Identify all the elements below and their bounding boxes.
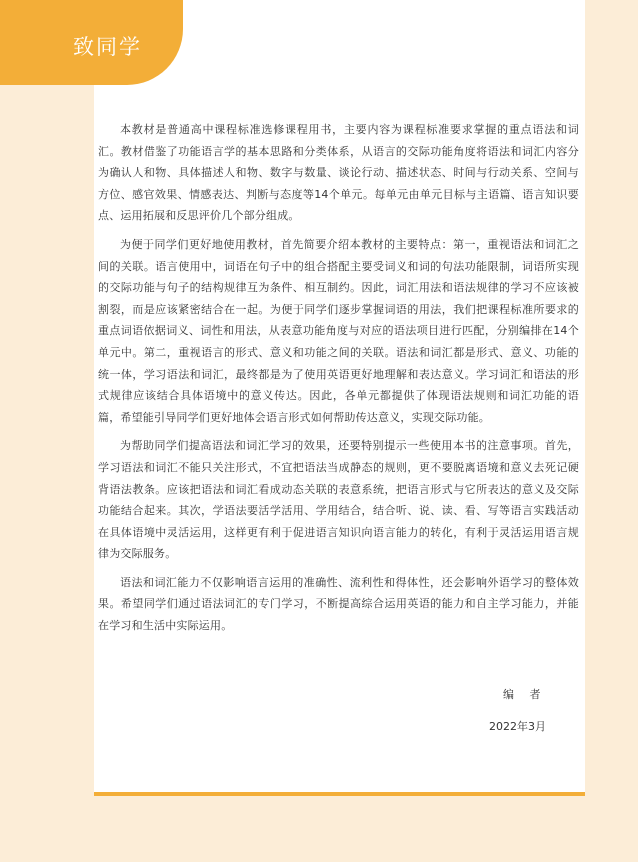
paragraph: 为便于同学们更好地使用教材，首先简要介绍本教材的主要特点：第一，重视语法和词汇之间的关联。语言使用中，词语在句子中的组合搭配主要受词义和词的句法功能限制，词语所实现的交际功能与句子的结构规律互为条件、相互制约。因此，词汇用法和语法规律的学习不应该被割裂，而是应该紧密结合在一起。为便于同学们逐步掌握词语的用法，我们把课程标准所要求的重点词语依据词义、词性和用法，从表意功能角度与对应的语法项目进行匹配，分别编排在14个单元中。第二，重视语言的形式、意义和功能之间的关联。语法和词汇都是形式、意义、功能的统一体，学习语法和词汇，最终都是为了使用英语更好地理解和表达意义。学习词汇和语法的形式规律应该结合具体语境中的意义传达。因此，各单元都提供了体现语法规则和词汇功能的语篇，希望能引导同学们更好地体会语言形式如何帮助传达意义，实现交际功能。 bbox=[98, 237, 579, 424]
paragraph: 本教材是普通高中课程标准选修课程用书，主要内容为课程标准要求掌握的重点语法和词汇。教材借鉴了功能语言学的基本思路和分类体系，从语言的交际功能角度将语法和词汇内容分为确认人和物、具体描述人和物、数字与数量、谈论行动、描述状态、时间与行动关系、空间与方位、感官效果、情感表达、判断与态度等14个单元。每单元由单元目标与主语篇、语言知识要点、运用拓展和反思评价几个部分组成。 bbox=[98, 123, 579, 223]
title-tab bbox=[0, 0, 183, 85]
paragraph: 为帮助同学们提高语法和词汇学习的效果，还要特别提示一些使用本书的注意事项。首先，学习语法和词汇不能只关注形式，不宜把语法当成静态的规则，更不要脱离语境和意义去死记硬背语法教条。应该把语法和词汇看成动态关联的表意系统，把语言形式与它所表达的意义及交际功能结合起来。其次，学语法要活学活用、学用结合，结合听、说、读、看、写等语言实践活动在具体语境中灵活运用，这样更有利于促进语言知识向语言能力的转化，有利于灵活运用语言规律为交际服务。 bbox=[98, 439, 579, 561]
body-text bbox=[98, 119, 579, 644]
paragraph: 语法和词汇能力不仅影响语言运用的准确性、流利性和得体性，还会影响外语学习的整体效果。希望同学们通过语法词汇的专门学习，不断提高综合运用英语的能力和自主学习能力，并能在学习和生活中实际运用。 bbox=[98, 575, 579, 633]
author-signature: 编 者 bbox=[503, 688, 547, 701]
signature-date: 2022年3月 bbox=[489, 720, 546, 733]
page-title: 致同学 bbox=[73, 35, 142, 59]
bottom-divider bbox=[94, 792, 585, 796]
